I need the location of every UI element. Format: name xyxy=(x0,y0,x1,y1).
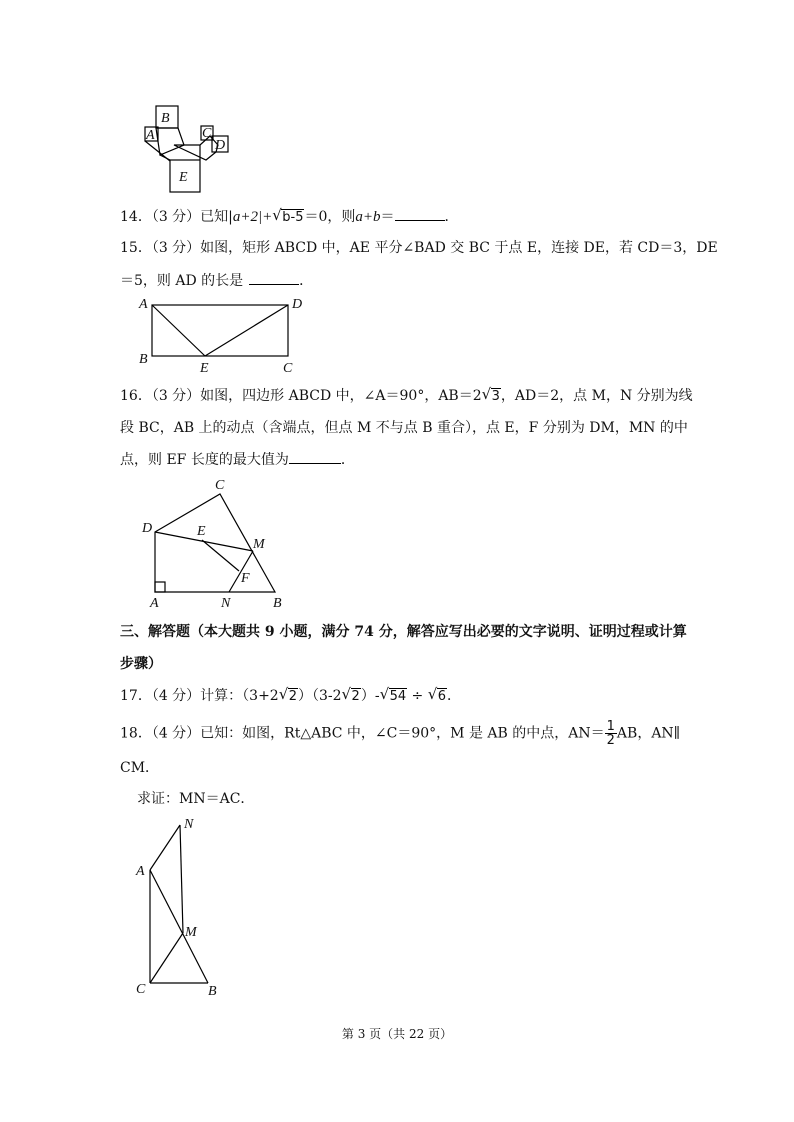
fig16-label-F: F xyxy=(241,571,250,586)
q17-sqrt-1: √ 2 xyxy=(278,685,297,704)
fig18-label-B: B xyxy=(208,984,217,999)
fig16-label-B: B xyxy=(273,596,282,611)
fig18-label-N: N xyxy=(184,817,194,832)
q17-radicand-3: 54 xyxy=(389,689,407,704)
q17-sqrt-2: √ 2 xyxy=(341,685,360,704)
q18-fraction xyxy=(605,720,617,747)
q16-end: ． xyxy=(340,452,355,468)
question-18-line-3: 求证：MN＝AC． xyxy=(137,791,255,807)
q18-frac-num: 1 xyxy=(606,719,615,734)
fig15-label-C: C xyxy=(283,361,293,376)
fig18-label-A: A xyxy=(136,864,145,879)
q17-e: ． xyxy=(447,688,462,704)
fig16-label-A: A xyxy=(150,596,159,611)
q14-eq: ＝ xyxy=(380,209,395,225)
q14-sqrt: √ b-5 xyxy=(272,206,304,225)
q14-prefix: 14．（3 分）已知| xyxy=(120,209,233,225)
fig13-label-D: D xyxy=(215,138,226,153)
q17-radicand-2: 2 xyxy=(351,689,360,704)
q18-text-b: AB，AN∥ xyxy=(616,725,681,742)
page-footer: 第 3 页（共 22 页） xyxy=(341,1027,453,1041)
fig16-label-E: E xyxy=(197,524,206,539)
fig13-label-E: E xyxy=(179,170,188,185)
question-14 xyxy=(120,206,459,228)
q17-sqrt-4: √ 6 xyxy=(427,685,447,704)
question-16-line-3 xyxy=(120,449,355,470)
fig15-label-A: A xyxy=(139,297,148,312)
question-16-line-2: 段 BC，AB 上的动点（含端点，但点 M 不与点 B 重合），点 E，F 分别为 DM，MN 的中 xyxy=(120,420,688,436)
question-15-line-1: 15．（3 分）如图，矩形 ABCD 中，AE 平分∠BAD 交 BC 于点 E，连接 DE，若 CD＝3，DE xyxy=(120,240,718,256)
question-18-line-2: CM． xyxy=(120,760,160,776)
q18-text-a: 18．（4 分）已知：如图，Rt△ABC 中，∠C＝90°，M 是 AB 的中点，AN＝ xyxy=(120,725,605,742)
q17-c: ）- xyxy=(360,688,380,704)
quadrilateral-figure xyxy=(135,474,295,614)
q18-frac-den: 2 xyxy=(606,733,615,748)
q14-end: ． xyxy=(444,209,459,225)
fig13-label-A: A xyxy=(146,128,155,143)
squares-figure xyxy=(130,100,240,195)
fig15-label-D: D xyxy=(292,297,303,312)
q14-radicand: b-5 xyxy=(282,210,304,225)
fig18-label-C: C xyxy=(136,982,146,997)
section-3-heading-line-1: 三、解答题（本大题共 9 小题，满分 74 分，解答应写出必要的文字说明、证明过程或计算 xyxy=(120,624,687,640)
q16-answer-blank[interactable] xyxy=(289,449,341,464)
fig16-label-C: C xyxy=(215,478,225,493)
fig16-label-M: M xyxy=(253,537,265,552)
q14-mid: ＝0，则 xyxy=(304,209,356,225)
q14-answer-blank[interactable] xyxy=(395,206,445,221)
fig15-label-B: B xyxy=(139,352,148,367)
q16-radicand: 3 xyxy=(491,389,500,404)
question-18-line-1 xyxy=(120,720,680,747)
q16-text-b: ，AD＝2，点 M，N 分别为线 xyxy=(500,388,693,404)
q14-abs: a+2|+ xyxy=(232,209,273,225)
question-17 xyxy=(120,686,461,707)
fig16-label-D: D xyxy=(142,521,153,536)
q16-text-a: 16．（3 分）如图，四边形 ABCD 中，∠A＝90°，AB＝2 xyxy=(120,388,482,404)
q17-b: ）（3-2 xyxy=(298,688,342,704)
fig15-label-E: E xyxy=(200,361,209,376)
right-triangle-figure xyxy=(130,815,230,1005)
rectangle-figure xyxy=(135,296,315,376)
q16-sqrt: √ 3 xyxy=(481,385,500,404)
q15-text: ＝5，则 AD 的长是 xyxy=(120,273,244,289)
fig13-label-C: C xyxy=(202,126,212,141)
q15-end: ． xyxy=(299,273,314,289)
q16-text-c: 点，则 EF 长度的最大值为 xyxy=(120,452,289,468)
q17-a: 17．（4 分）计算：（3+2 xyxy=(120,688,279,704)
fig18-label-M: M xyxy=(185,925,197,940)
question-15-line-2 xyxy=(120,270,313,291)
q15-answer-blank[interactable] xyxy=(249,270,299,285)
question-16-line-1 xyxy=(120,386,693,407)
q17-d: ÷ xyxy=(407,688,428,704)
q17-radicand-1: 2 xyxy=(288,689,297,704)
q17-radicand-4: 6 xyxy=(437,689,447,704)
q14-expr: a+b xyxy=(355,209,381,225)
fig16-label-N: N xyxy=(221,596,231,611)
q17-sqrt-3: √ 54 xyxy=(379,685,407,704)
section-3-heading-line-2: 步骤） xyxy=(120,656,162,672)
fig13-label-B: B xyxy=(161,111,170,126)
